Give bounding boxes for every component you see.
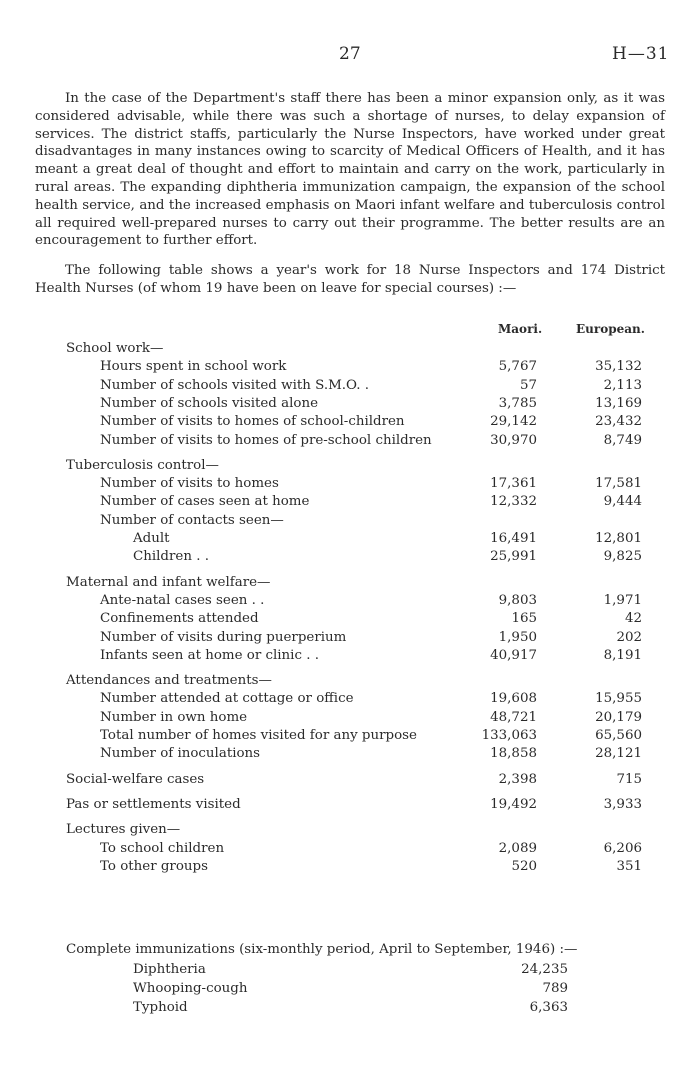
table-row xyxy=(0,530,700,548)
value-maori: 12,332 xyxy=(490,494,537,510)
intro-paragraph: In the case of the Department's staff there has been a minor expansion only, as it was considered advisable, while there was such a shortage of nurses, to delay expansion of services. The district staffs, particularly the Nurse Inspectors, have worked under great disadvantages in many instances owing to scarcity of Medical Officers of Health, and it has meant a great deal of thought and effort to maintain and carry on the work, particularly in rural areas. The expanding diphtheria immunization campaign, the expansion of the school health service, and the increased emphasis on Maori infant welfare and tuberculosis control all required well-prepared nurses to carry out their programme. The better results are an encouragement to further effort. xyxy=(35,91,665,249)
value-maori: 5,767 xyxy=(498,359,537,375)
row-label: Adult xyxy=(133,531,170,546)
row-label: Hours spent in school work xyxy=(100,359,287,375)
table-row xyxy=(0,709,700,727)
value-maori: 29,142 xyxy=(490,414,537,430)
table-row xyxy=(0,512,700,530)
row-label: Number of inoculations xyxy=(100,746,261,762)
table-row xyxy=(0,413,700,431)
value-european: 3,933 xyxy=(603,796,642,812)
document-reference: H—31 xyxy=(612,44,670,64)
value-european: 8,749 xyxy=(603,432,642,448)
page-header xyxy=(0,44,700,68)
immunization-value: 789 xyxy=(542,981,568,996)
immunization-label: Diphtheria xyxy=(133,962,206,977)
immunization-value: 24,235 xyxy=(521,962,568,977)
row-label: Number in own home xyxy=(100,709,248,725)
table-row xyxy=(0,690,700,708)
value-maori: 18,858 xyxy=(490,746,537,762)
row-label: To other groups xyxy=(100,858,208,874)
table-row xyxy=(0,858,700,876)
row-label: Number of visits to homes of pre-school children xyxy=(100,432,432,448)
immunization-row xyxy=(0,981,700,999)
table-row xyxy=(0,475,700,493)
table-row xyxy=(0,358,700,376)
value-european: 35,132 xyxy=(595,359,642,375)
table-row xyxy=(0,647,700,665)
value-european: 9,444 xyxy=(603,494,642,510)
table-row xyxy=(0,727,700,745)
value-european: 15,955 xyxy=(595,691,642,707)
row-label: Tuberculosis control— xyxy=(66,457,219,473)
table-row xyxy=(0,395,700,413)
table-row xyxy=(0,493,700,511)
table-intro-paragraph: The following table shows a year's work for 18 Nurse Inspectors and 174 District Health Nurses (of whom 19 have been on leave for special courses) :— xyxy=(35,263,665,296)
row-label: Confinements attended xyxy=(100,611,259,627)
value-european: 28,121 xyxy=(595,746,642,762)
table-row xyxy=(0,745,700,763)
value-maori: 19,492 xyxy=(490,796,537,812)
immunization-label: Typhoid xyxy=(133,1000,188,1015)
value-maori: 19,608 xyxy=(490,691,537,707)
value-maori: 133,063 xyxy=(481,728,537,743)
value-maori: 30,970 xyxy=(490,432,537,448)
row-label: Lectures given— xyxy=(66,822,181,838)
immunization-value: 6,363 xyxy=(529,1000,568,1015)
row-label: Ante-natal cases seen . . xyxy=(100,592,265,608)
immunization-label: Whooping-cough xyxy=(133,981,248,996)
row-label: Total number of homes visited for any purpose xyxy=(100,728,417,743)
row-label: Number of visits during puerperium xyxy=(100,629,347,645)
row-label: To school children xyxy=(100,840,225,856)
row-label: Pas or settlements visited xyxy=(66,796,241,812)
value-european: 12,801 xyxy=(595,531,642,546)
row-label: Number of schools visited with S.M.O. . xyxy=(100,377,370,393)
value-maori: 1,950 xyxy=(498,629,537,645)
section-title xyxy=(0,340,700,358)
value-european: 715 xyxy=(616,771,642,787)
section-title xyxy=(0,821,700,839)
value-european: 351 xyxy=(616,858,642,874)
page-number: 27 xyxy=(339,44,361,64)
section-title xyxy=(0,457,700,475)
row-label: Maternal and infant welfare— xyxy=(66,574,271,590)
value-european: 17,581 xyxy=(595,476,642,492)
table-row xyxy=(0,796,700,814)
value-european: 23,432 xyxy=(595,414,642,430)
section-title xyxy=(0,672,700,690)
value-european: 202 xyxy=(616,629,642,645)
value-european: 20,179 xyxy=(595,709,642,725)
value-maori: 165 xyxy=(511,611,537,627)
table-row xyxy=(0,592,700,610)
value-european: 9,825 xyxy=(603,549,642,565)
row-label: Number attended at cottage or office xyxy=(100,691,354,707)
row-label: Number of cases seen at home xyxy=(100,494,310,510)
row-label: Social-welfare cases xyxy=(66,771,205,787)
value-european: 13,169 xyxy=(595,395,642,411)
table-row xyxy=(0,629,700,647)
row-label: Infants seen at home or clinic . . xyxy=(100,647,319,663)
table-row xyxy=(0,771,700,789)
immunization-row xyxy=(0,1000,700,1018)
value-maori: 48,721 xyxy=(490,709,537,725)
value-european: 1,971 xyxy=(603,592,642,608)
section-title xyxy=(0,574,700,592)
column-header-maori: Maori. xyxy=(498,322,543,336)
value-maori: 2,398 xyxy=(498,771,537,787)
value-maori: 2,089 xyxy=(498,840,537,856)
immunization-row xyxy=(0,962,700,980)
value-maori: 40,917 xyxy=(490,647,537,663)
immunizations-title: Complete immunizations (six-monthly period, April to September, 1946) :— xyxy=(66,942,578,957)
row-label: Number of visits to homes of school-children xyxy=(100,414,405,430)
value-maori: 25,991 xyxy=(490,549,537,565)
value-maori: 3,785 xyxy=(498,395,537,411)
value-maori: 520 xyxy=(511,858,537,874)
row-label: Number of visits to homes xyxy=(100,476,279,492)
value-european: 6,206 xyxy=(603,840,642,856)
value-european: 2,113 xyxy=(603,377,642,393)
row-label: Number of schools visited alone xyxy=(100,395,319,411)
value-european: 65,560 xyxy=(595,728,642,743)
row-label: School work— xyxy=(66,341,164,356)
value-maori: 16,491 xyxy=(490,531,537,546)
value-maori: 57 xyxy=(519,377,537,393)
row-label: Children . . xyxy=(133,549,209,565)
table-row xyxy=(0,840,700,858)
table-row xyxy=(0,432,700,450)
table-row xyxy=(0,610,700,628)
row-label: Number of contacts seen— xyxy=(100,512,284,528)
column-header-european: European. xyxy=(576,322,645,336)
value-european: 8,191 xyxy=(603,647,642,663)
value-maori: 17,361 xyxy=(490,476,537,492)
table-row xyxy=(0,377,700,395)
table-row xyxy=(0,548,700,566)
row-label: Attendances and treatments— xyxy=(66,673,272,689)
value-maori: 9,803 xyxy=(498,592,537,608)
value-european: 42 xyxy=(624,611,642,627)
